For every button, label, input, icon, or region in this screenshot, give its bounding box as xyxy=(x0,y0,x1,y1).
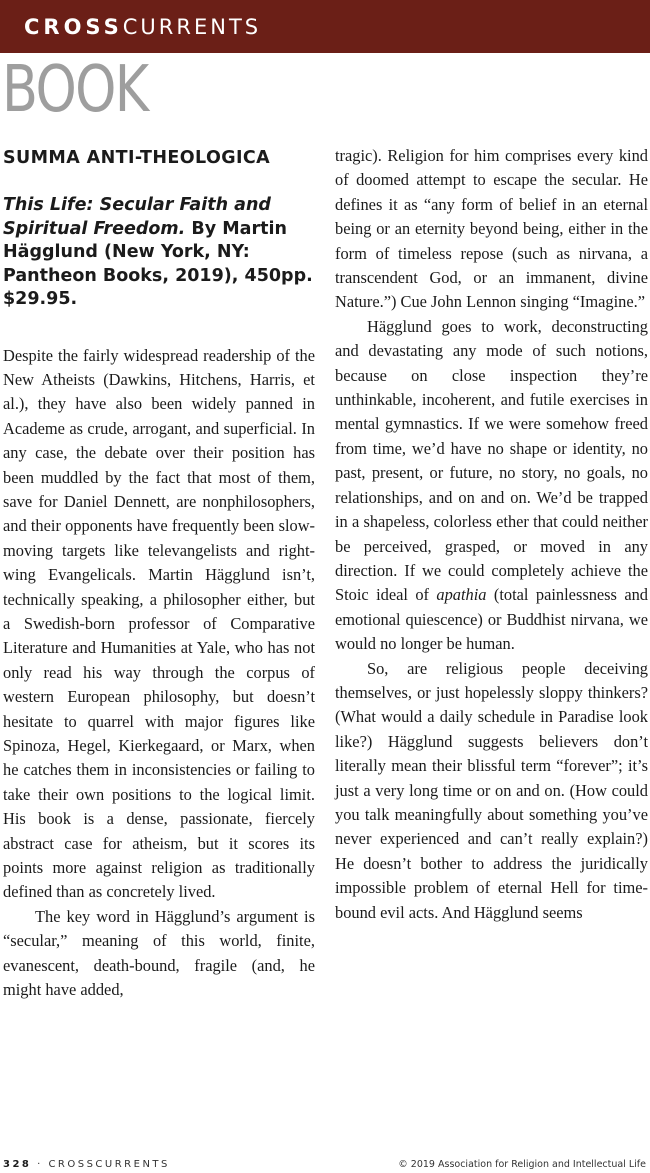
book-details: By Martin Hägglund (New York, NY: Pantheon Books, 2019), 450pp. $29.95. xyxy=(3,218,313,309)
paragraph-3-text-b: (total painlessness and emotional quiescence) or Buddhist nirvana, we would no longer be human. xyxy=(335,585,648,654)
book-citation xyxy=(3,194,315,312)
brand-light: CURRENTS xyxy=(122,15,262,39)
paragraph-3 xyxy=(335,315,648,657)
footer-left xyxy=(3,1159,170,1170)
paragraph-2: The key word in Hägglund’s argument is “secular,” meaning of this world, finite, evanescent, death-bound, fragile (and, he might have added, xyxy=(3,906,315,1000)
journal-brand xyxy=(24,15,261,39)
page-number: 328 xyxy=(3,1159,32,1170)
footer-separator: · xyxy=(37,1159,43,1170)
paragraph-4: So, are religious people deceiving themselves, or just hopelessly sloppy thinkers? (What would a daily schedule in Paradise look like?) Hägglund suggests believers don’t literally mean their blissful term “forever”; it’s just a very long time or on and on. (How could you talk meaningfully about something you’ve never experienced and can’t really explain?) He doesn’t bother to address the juridically impossible problem of eternal Hell for time-bound evil acts. And Hägglund seems xyxy=(335,658,648,922)
footer-copyright: © 2019 Association for Religion and Intellectual Life xyxy=(398,1159,646,1170)
paragraph-1: Despite the fairly widespread readership of the New Atheists (Dawkins, Hitchens, Harris, et al.), they have also been widely panned in Academe as crude, arrogant, and superficial. In any case, the debate over their position has been muddled by the fact that most of them, save for Daniel Dennett, are nonphilosophers, and their opponents have frequently been slow-moving targets like televangelists and right-wing Evangelicals. Martin Hägglund isn’t, technically speaking, a philosopher either, but a Swedish-born professor of Comparative Literature and Humanities at Yale, who has not only read his way through the corpus of western European philosophy, but doesn’t hesitate to quarrel with major figures like Spinoza, Hegel, Kierkegaard, or Marx, when he catches them in inconsistencies or failing to take their own positions to the logical limit. His book is a dense, passionate, fiercely abstract case for atheism, but it scores its points more against religion as traditionally defined than as concretely lived. xyxy=(3,345,315,902)
paragraph-3-emphasis: apathia xyxy=(436,585,487,605)
right-column xyxy=(335,144,648,925)
footer-journal: CROSSCURRENTS xyxy=(48,1159,170,1170)
paragraph-3-text-a: Hägglund goes to work, deconstructing and devastating any mode of such notions, because on close inspection they’re unthinkable, incoherent, and futile exercises in mental gymnastics. If we were somehow freed from time, we’d have no shape or identity, no past, present, or future, no story, no goals, no relationships, and on and on. We’d be trapped in a shapeless, colorless ether that could neither be perceived, grasped, or moved in any direction. If we could completely achieve the Stoic ideal of xyxy=(335,316,648,605)
left-column xyxy=(3,144,315,1002)
paragraph-2-continued: tragic). Religion for him comprises every kind of doomed attempt to escape the secular. He defines it as “any form of belief in an eternal being or an eternity beyond being, either in the form of timeless repose (such as nirvana, a transcendent God, or an immanent, divine Nature.”) Cue John Lennon singing “Imagine.” xyxy=(335,146,648,312)
review-title: SUMMA ANTI-THEOLOGICA xyxy=(3,148,271,168)
book-title: This Life: Secular Faith and Spiritual Freedom. xyxy=(3,195,271,239)
journal-banner xyxy=(0,0,650,53)
brand-bold: CROSS xyxy=(24,15,123,39)
section-title: BOOK xyxy=(2,53,148,127)
